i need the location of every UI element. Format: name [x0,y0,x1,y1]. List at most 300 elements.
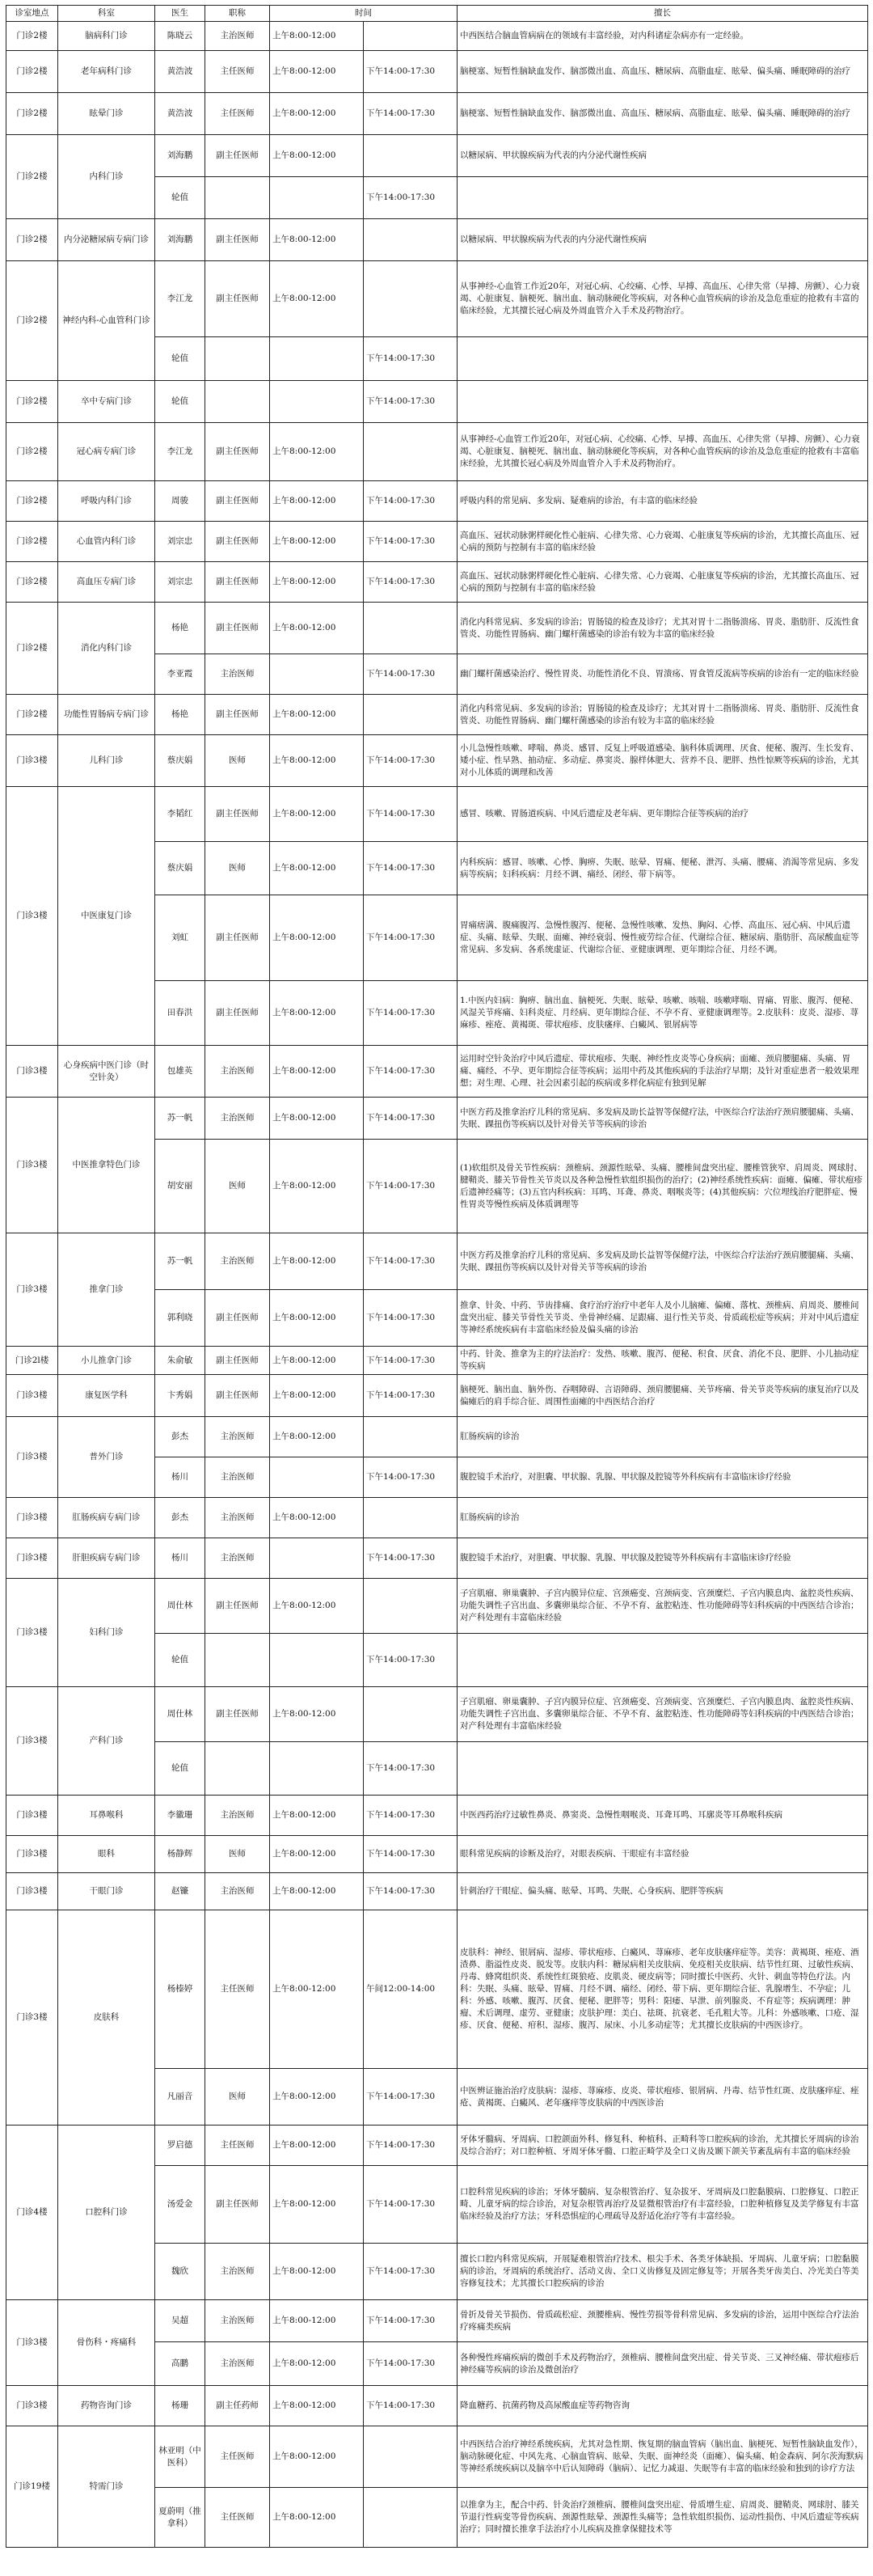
doctor-name: 杨静辉 [155,1836,205,1873]
doctor-name: 夏蔚明（推拿科） [155,2488,205,2548]
doctor-name: 杨川 [155,1538,205,1579]
doctor-title: 副主任医师 [205,787,270,842]
specialty-text: 中西医结合脑血管病病在的领域有丰富经验，对内科诸症杂病亦有一定经验。 [458,22,868,51]
specialty-text: 眼科常见疾病的诊断及治疗，对眼表疾病、干眼症有丰富经验 [458,1836,868,1873]
doctor-title: 医师 [205,1836,270,1873]
table-row [6,1687,868,1742]
doctor-name: 李韬红 [155,787,205,842]
afternoon-hours: 下午14:00-17:30 [364,481,458,522]
clinic-location: 门诊3楼 [6,2386,58,2426]
table-row [6,1098,868,1140]
doctor-title: 副主任医师 [205,481,270,522]
morning-hours: 上午8:00-12:00 [270,481,364,522]
morning-hours: 上午8:00-12:00 [270,787,364,842]
department-name: 呼吸内科门诊 [58,481,155,522]
doctor-name: 李亚霞 [155,654,205,695]
specialty-text: 1.中医内妇病：胸痹、脑出血、脑梗死、失眠、眩晕、咳嗽、咳喘、咳嗽哮喘、胃痛、胃胀、腹泻、便秘、风湿关节疼痛、妇科炎症、月经病、更年期综合征、不孕不育、亚健康调理等。2.皮肤科：皮炎、湿疹、荨麻疹、痤疮、黄褐斑、带状疱疹、皮肤瘙痒、白癜风、银屑病等 [458,981,868,1046]
afternoon-hours: 下午14:00-17:30 [364,787,458,842]
department-name: 中医康复门诊 [58,787,155,1046]
afternoon-hours: 下午14:00-17:30 [364,1836,458,1873]
afternoon-hours [364,1687,458,1742]
doctor-title [205,1742,270,1796]
afternoon-hours [364,1498,458,1538]
doctor-title: 主治医师 [205,2244,270,2300]
clinic-location: 门诊3楼 [6,1873,58,1910]
afternoon-hours: 下午14:00-17:30 [364,381,458,423]
table-row [6,219,868,261]
afternoon-hours: 午间12:00-14:00 [364,1910,458,2069]
clinic-location: 门诊2楼 [6,695,58,735]
afternoon-hours: 下午14:00-17:30 [364,981,458,1046]
afternoon-hours: 下午14:00-17:30 [364,842,458,895]
clinic-location: 门诊3楼 [6,1046,58,1098]
clinic-location: 门诊3楼 [6,787,58,1046]
doctor-title: 主治医师 [205,1796,270,1836]
table-row [6,2426,868,2488]
doctor-name: 吴超 [155,2300,205,2342]
doctor-title: 副主任医师 [205,423,270,481]
doctor-title: 副主任医师 [205,1290,270,1347]
specialty-text: 脑梗塞、短暂性脑缺血发作、脑部微出血、高血压、糖尿病、高脂血症、眩晕、偏头痛、睡眠障碍的治疗 [458,93,868,135]
doctor-title: 主治医师 [205,1098,270,1140]
specialty-text: 降血糖药、抗菌药物及高尿酸血症等药物咨询 [458,2386,868,2426]
clinic-location: 门诊3楼 [6,1687,58,1796]
afternoon-hours: 下午14:00-17:30 [364,1233,458,1290]
afternoon-hours: 下午14:00-17:30 [364,1098,458,1140]
morning-hours: 上午8:00-12:00 [270,2166,364,2244]
morning-hours: 上午8:00-12:00 [270,2342,364,2386]
specialty-text: 以推拿为主，配合中药、针灸治疗颈椎病、腰椎间盘突出症、骨质增生症、肩周炎、腱鞘炎、网球肘、膝关节退行性病变等骨伤疾病、颈源性眩晕、颈源性头痛等；急性软组织损伤、运动性损伤、中风后遗症等疾病治疗；同时擅长推拿手法治疗小儿疾病及推拿保健技术等 [458,2488,868,2548]
clinic-location: 门诊3楼 [6,1836,58,1873]
afternoon-hours [364,423,458,481]
doctor-name: 轮值 [155,337,205,381]
department-name: 消化内科门诊 [58,603,155,695]
doctor-title [205,337,270,381]
doctor-title: 副主任医师 [205,1687,270,1742]
morning-hours [270,1457,364,1498]
doctor-title: 医师 [205,842,270,895]
morning-hours: 上午8:00-12:00 [270,1290,364,1347]
morning-hours: 上午8:00-12:00 [270,1375,364,1417]
clinic-location: 门诊2楼 [6,135,58,219]
morning-hours: 上午8:00-12:00 [270,93,364,135]
doctor-name: 蔡庆娟 [155,842,205,895]
department-name: 口腔科门诊 [58,2126,155,2300]
afternoon-hours [364,2488,458,2548]
morning-hours: 上午8:00-12:00 [270,2386,364,2426]
afternoon-hours [364,695,458,735]
morning-hours: 上午8:00-12:00 [270,1347,364,1375]
clinic-schedule-table [6,5,868,2548]
doctor-title: 主治医师 [205,1233,270,1290]
morning-hours: 上午8:00-12:00 [270,695,364,735]
doctor-name: 杨艳 [155,603,205,654]
clinic-location: 门诊3楼 [6,1098,58,1233]
morning-hours: 上午8:00-12:00 [270,261,364,337]
specialty-text: 皮肤科：神经、银屑病、湿疹、带状疱疹、白癜风、荨麻疹、老年皮肤瘙痒症等。美容：黄褐斑、痤疮、酒渣鼻、脂溢性皮炎、脱发等。皮肤内科：糖尿病相关皮肤病、免疫相关皮肤病、结节性红斑、过敏性疾病、丹毒、蜂窝组织炎、系统性红斑狼疮、皮肌炎、硬皮病等；同时擅长中医药、火针、刺血等特色疗法。内科：失眠、头痛、眩晕、胃痛、月经不调、痛经、闭经、带下病、更年期综合征、乳腺增生、不孕症；儿科：外感、咳嗽、腹泻、厌食、便秘、肥胖等；男科：阳痿、早泄、前列腺炎、不育症等；疾病调理：肿瘤、术后调理、虚劳、亚健康；皮肤护理：美白、祛斑、抗衰老、毛孔粗大等。儿科：外感咳嗽、口疮、湿疹、厌食、便秘、疳积、湿疹、腹泻、尿床、小儿多动症等；尤其擅长皮肤病的中西医诊疗。 [458,1910,868,2069]
morning-hours: 上午8:00-12:00 [270,522,364,562]
doctor-title: 主任医师 [205,51,270,93]
table-row [6,481,868,522]
afternoon-hours: 下午14:00-17:30 [364,2069,458,2126]
doctor-title: 医师 [205,735,270,787]
doctor-name: 李江龙 [155,423,205,481]
afternoon-hours: 下午14:00-17:30 [364,177,458,219]
morning-hours: 上午8:00-12:00 [270,895,364,981]
doctor-name: 郭利晓 [155,1290,205,1347]
specialty-text: 运用时空针灸治疗中风后遗症、带状疱疹、失眠、神经性皮炎等心身疾病；面瘫、颈肩腰腿痛、头痛、胃痛、痛经、不孕、更年期综合征等疾病；运用中药及其他疾病的手法治疗早期；及针对重症患者一般效果理想；对生理、心理、社会因素引起的疾病或多样化病症有独到见解 [458,1046,868,1098]
doctor-title: 副主任医师 [205,522,270,562]
specialty-text: 高血压、冠状动脉粥样硬化性心脏病、心律失常、心力衰竭、心脏康复等疾病的诊治，尤其擅长高血压、冠心病的预防与控制有丰富的临床经验 [458,562,868,603]
table-row [6,1910,868,2069]
header-department: 科室 [58,6,155,22]
doctor-title: 副主任医师 [205,1375,270,1417]
header-specialty: 擅长 [458,6,868,22]
morning-hours: 上午8:00-12:00 [270,51,364,93]
table-row [6,1046,868,1098]
specialty-text: 擅长口腔内科常见疾病，开展疑难根管治疗技术、根尖手术、各类牙体缺损、牙周病、儿童牙病；口腔黏膜病的诊治，牙周病的系统治疗、活动义齿、全口义齿修复及固定修复等；开展各类牙齿美白、冷光美白等美容修复技术；尤其擅长口腔疾病的诊治 [458,2244,868,2300]
clinic-location: 门诊3楼 [6,735,58,787]
specialty-text: 高血压、冠状动脉粥样硬化性心脏病、心律失常、心力衰竭、心脏康复等疾病的诊治，尤其擅长高血压、冠心病的预防与控制有丰富的临床经验 [458,522,868,562]
table-row [6,603,868,654]
doctor-name: 轮值 [155,1742,205,1796]
specialty-text: 子宫肌瘤、卵巢囊肿、子宫内膜异位症、宫颈癌变、宫颈病变、宫颈糜烂、子宫内膜息肉、盆腔炎性疾病、功能失调性子宫出血、多囊卵巢综合征、不孕不育、盆腔粘连、性功能障碍等妇科疾病的中西医结合诊治；对产科处理有丰富临床经验 [458,1579,868,1634]
doctor-title: 副主任医师 [205,895,270,981]
clinic-location: 门诊2楼 [6,562,58,603]
doctor-title: 医师 [205,1140,270,1233]
doctor-title: 副主任医师 [205,562,270,603]
afternoon-hours: 下午14:00-17:30 [364,51,458,93]
doctor-name: 杨川 [155,1457,205,1498]
department-name: 妇科门诊 [58,1579,155,1687]
specialty-text [458,337,868,381]
afternoon-hours: 下午14:00-17:30 [364,1742,458,1796]
table-row [6,1233,868,1290]
specialty-text: (1)软组织及骨关节性疾病：颈椎病、颈源性眩晕、头痛、腰椎间盘突出症、腰椎管狭窄、肩周炎、网球肘、腱鞘炎、膝关节骨性关节炎以及各种急慢性软组织损伤的治疗；(2)神经系统性疾病：面瘫、偏瘫、带状疱疹后遗神经痛等；(3)五官内科疾病：耳鸣、耳聋、鼻炎、咽喉炎等；(4)其他疾病：穴位埋线治疗肥胖症、慢性胃炎等慢性疾病及体质调理等 [458,1140,868,1233]
doctor-name: 魏欣 [155,2244,205,2300]
department-name: 功能性胃肠病专病门诊 [58,695,155,735]
department-name: 皮肤科 [58,1910,155,2126]
afternoon-hours [364,22,458,51]
department-name: 普外门诊 [58,1417,155,1498]
doctor-title: 副主任医师 [205,219,270,261]
doctor-name: 黄浩波 [155,51,205,93]
specialty-text: 消化内科常见病、多发病的诊治；胃肠镜的检查及诊疗；尤其对胃十二指肠溃疡、胃炎、脂肪肝、反流性食管炎、功能性胃肠病、幽门螺杆菌感染的诊治有较为丰富的临床经验 [458,603,868,654]
morning-hours: 上午8:00-12:00 [270,2126,364,2166]
morning-hours: 上午8:00-12:00 [270,1687,364,1742]
table-row [6,261,868,337]
clinic-location: 门诊2楼 [6,22,58,51]
doctor-name: 苏一帆 [155,1098,205,1140]
morning-hours: 上午8:00-12:00 [270,135,364,177]
specialty-text: 骨折及骨关节损伤、骨质疏松症、颈腰椎病、慢性劳损等骨科常见病、多发病的诊治，运用中医综合疗法治疗疼痛类疾病 [458,2300,868,2342]
specialty-text: 肛肠疾病的诊治 [458,1417,868,1457]
table-header-row [6,6,868,22]
clinic-location: 门诊19楼 [6,2426,58,2548]
doctor-name: 周骏 [155,481,205,522]
clinic-location: 门诊3楼 [6,1796,58,1836]
morning-hours [270,177,364,219]
table-row [6,381,868,423]
morning-hours: 上午8:00-12:00 [270,2300,364,2342]
afternoon-hours: 下午14:00-17:30 [364,1140,458,1233]
doctor-title: 副主任医师 [205,603,270,654]
morning-hours: 上午8:00-12:00 [270,1498,364,1538]
doctor-title: 主治医师 [205,1498,270,1538]
clinic-location: 门诊2楼 [6,261,58,381]
department-name: 康复医学科 [58,1375,155,1417]
department-name: 心血管内科门诊 [58,522,155,562]
doctor-title: 主治医师 [205,1417,270,1457]
doctor-title: 主任医师 [205,2126,270,2166]
afternoon-hours [364,1417,458,1457]
specialty-text [458,177,868,219]
doctor-name: 刘宗忠 [155,522,205,562]
doctor-title: 主治医师 [205,1046,270,1098]
doctor-title: 副主任医师 [205,695,270,735]
department-name: 肝胆疾病专病门诊 [58,1538,155,1579]
doctor-title: 医师 [205,2069,270,2126]
doctor-title: 副主任医师 [205,981,270,1046]
specialty-text: 从事神经-心血管工作近20年，对冠心病、心绞痛、心悸、早搏、高血压、心律失常（早搏、房颤）、心力衰竭、心脏康复、脑梗死、脑出血、脑动脉硬化等疾病，对各种心血管疾病的诊治及急危重症的抢救有丰富的临床经验，尤其擅长冠心病及外周血管介入手术及药物治疗。 [458,261,868,337]
department-name: 小儿推拿门诊 [58,1347,155,1375]
doctor-name: 彭杰 [155,1417,205,1457]
department-name: 神经内科-心血管科门诊 [58,261,155,381]
afternoon-hours: 下午14:00-17:30 [364,2244,458,2300]
afternoon-hours [364,603,458,654]
afternoon-hours [364,135,458,177]
department-name: 干眼门诊 [58,1873,155,1910]
morning-hours: 上午8:00-12:00 [270,1098,364,1140]
morning-hours: 上午8:00-12:00 [270,1140,364,1233]
morning-hours [270,1538,364,1579]
doctor-name: 田春洪 [155,981,205,1046]
afternoon-hours: 下午14:00-17:30 [364,522,458,562]
clinic-location: 门诊2楼 [6,522,58,562]
table-row [6,2300,868,2342]
doctor-name: 刘海鹏 [155,135,205,177]
clinic-location: 门诊3楼 [6,1417,58,1498]
morning-hours: 上午8:00-12:00 [270,22,364,51]
clinic-location: 门诊2楼 [6,423,58,481]
afternoon-hours: 下午14:00-17:30 [364,2300,458,2342]
department-name: 脑病科门诊 [58,22,155,51]
morning-hours: 上午8:00-12:00 [270,735,364,787]
table-row [6,423,868,481]
table-row [6,735,868,787]
department-name: 高血压专病门诊 [58,562,155,603]
specialty-text: 中医方药及推拿治疗儿科的常见病、多发病及助长益智等保健疗法，中医综合疗法治疗颈肩腰腿痛、头痛、失眠、踝扭伤等疾病以及针对骨关节等疾病的诊治 [458,1098,868,1140]
doctor-name: 刘宗忠 [155,562,205,603]
clinic-location: 门诊3楼 [6,1538,58,1579]
clinic-location: 门诊4楼 [6,2126,58,2300]
clinic-location: 门诊2楼 [6,93,58,135]
specialty-text: 小儿急慢性咳嗽、哮喘、鼻炎、感冒、反复上呼吸道感染、脑科体质调理、厌食、便秘、腹泻、生长发育、矮小症、性早熟、抽动症、多动症、鼻窦炎、腺样体肥大、营养不良、肥胖、热性惊厥等疾病的诊治，尤其对小儿体质的调理和改善 [458,735,868,787]
afternoon-hours [364,1579,458,1634]
department-name: 冠心病专病门诊 [58,423,155,481]
doctor-name: 胡安丽 [155,1140,205,1233]
morning-hours: 上午8:00-12:00 [270,423,364,481]
doctor-name: 高鹏 [155,2342,205,2386]
department-name: 药物咨询门诊 [58,2386,155,2426]
doctor-title: 主治医师 [205,22,270,51]
afternoon-hours: 下午14:00-17:30 [364,1873,458,1910]
afternoon-hours: 下午14:00-17:30 [364,337,458,381]
specialty-text: 牙体牙髓病、牙周病、口腔颌面外科、修复科、种植科、正畸科等口腔疾病的诊治，尤其擅长牙周病的诊治及综合治疗；对口腔种植、牙周牙体牙髓、口腔正畸学及全口义齿及颞下颌关节紊乱病有丰富的临床经验 [458,2126,868,2166]
table-row [6,135,868,177]
department-name: 产科门诊 [58,1687,155,1796]
doctor-name: 周仕林 [155,1687,205,1742]
morning-hours: 上午8:00-12:00 [270,1233,364,1290]
table-row [6,787,868,842]
table-row [6,1538,868,1579]
header-location: 诊室地点 [6,6,58,22]
department-name: 中医推拿特色门诊 [58,1098,155,1233]
morning-hours: 上午8:00-12:00 [270,1910,364,2069]
morning-hours: 上午8:00-12:00 [270,1796,364,1836]
morning-hours: 上午8:00-12:00 [270,2244,364,2300]
afternoon-hours: 下午14:00-17:30 [364,735,458,787]
doctor-title [205,1634,270,1687]
table-row [6,1579,868,1634]
morning-hours: 上午8:00-12:00 [270,562,364,603]
clinic-location: 门诊2楼 [6,481,58,522]
doctor-name: 杨珊 [155,2386,205,2426]
morning-hours: 上午8:00-12:00 [270,603,364,654]
doctor-title [205,177,270,219]
table-row [6,2126,868,2166]
doctor-title: 主任医师 [205,2426,270,2488]
morning-hours [270,381,364,423]
afternoon-hours: 下午14:00-17:30 [364,562,458,603]
specialty-text: 从事神经-心血管工作近20年，对冠心病、心绞痛、心悸、早搏、高血压、心律失常（早搏、房颤）、心力衰竭、心脏康复、脑梗死、脑出血、脑动脉硬化等疾病，对各种心血管疾病的诊治及急危重症的抢救有丰富临床经验，尤其擅长冠心病及外周血管介入手术及药物治疗。 [458,423,868,481]
specialty-text: 脑梗塞、短暂性脑缺血发作、脑部微出血、高血压、糖尿病、高脂血症、眩晕、偏头痛、睡眠障碍的治疗 [458,51,868,93]
specialty-text: 以糖尿病、甲状腺疾病为代表的内分泌代谢性疾病 [458,135,868,177]
specialty-text: 中药、针灸、推拿为主的疗法治疗：发热、咳嗽、腹泻、便秘、积食、厌食、消化不良、肥胖、小儿抽动症等疾病 [458,1347,868,1375]
afternoon-hours: 下午14:00-17:30 [364,1375,458,1417]
specialty-text: 中西医结合治疗神经系统疾病，尤其对急性期、恢复期的脑血管病（脑出血、脑梗死、短暂性脑缺血发作），脑动脉硬化症、中风先兆、心脑血管病、眩晕、失眠、面神经炎（面瘫）、偏头痛、帕金森病、阿尔茨海默病等神经系统疾病以及脑卒中后认知障碍（脑病）、记忆力减退、失眠等有丰富的临床经验和独到的诊疗方法 [458,2426,868,2488]
department-name: 耳鼻喉科 [58,1796,155,1836]
department-name: 内分泌糖尿病专病门诊 [58,219,155,261]
clinic-location: 门诊2楼 [6,219,58,261]
table-row [6,93,868,135]
doctor-name: 刘虹 [155,895,205,981]
doctor-name: 杨榛婷 [155,1910,205,2069]
afternoon-hours: 下午14:00-17:30 [364,2386,458,2426]
afternoon-hours: 下午14:00-17:30 [364,1538,458,1579]
specialty-text [458,1634,868,1687]
doctor-title: 主任医师 [205,1910,270,2069]
morning-hours: 上午8:00-12:00 [270,1836,364,1873]
specialty-text: 以糖尿病、甲状腺疾病为代表的内分泌代谢性疾病 [458,219,868,261]
specialty-text: 中医方药及推拿治疗儿科的常见病、多发病及助长益智等保健疗法，中医综合疗法治疗颈肩腰腿痛、头痛、失眠、踝扭伤等疾病以及针对骨关节等疾病的诊治 [458,1233,868,1290]
doctor-name: 包雄英 [155,1046,205,1098]
header-title: 职称 [205,6,270,22]
doctor-name: 李徽珊 [155,1796,205,1836]
specialty-text: 感冒、咳嗽、胃肠道疾病、中风后遗症及老年病、更年期综合征等疾病的治疗 [458,787,868,842]
clinic-location: 门诊3楼 [6,1579,58,1687]
table-row [6,2386,868,2426]
doctor-title: 主治医师 [205,1538,270,1579]
specialty-text: 各种慢性疼痛疾病的微创手术及药物治疗，颈椎病、腰椎间盘突出症、骨关节炎、三叉神经痛、带状疱疹后神经痛等疾病的诊治及微创治疗 [458,2342,868,2386]
doctor-name: 蔡庆娟 [155,735,205,787]
doctor-title: 主治医师 [205,2300,270,2342]
morning-hours [270,654,364,695]
department-name: 特需门诊 [58,2426,155,2548]
morning-hours: 上午8:00-12:00 [270,2426,364,2488]
doctor-title: 副主任医师 [205,135,270,177]
doctor-name: 陈晓云 [155,22,205,51]
department-name: 推拿门诊 [58,1233,155,1347]
specialty-text: 胃痛痞满、腹痛腹泻、急慢性腹泻、便秘、急慢性咳嗽、发热、胸闷、心悸、高血压、冠心病、中风后遗症、头痛、眩晕、失眠、面瘫、神经衰弱、慢性疲劳综合征、代谢综合征、糖尿病、脂肪肝、高尿酸血症等常见病、多发病、各系统虚证、代谢综合征、亚健康调理、更年期综合征、月经不调。 [458,895,868,981]
doctor-title: 主治医师 [205,654,270,695]
specialty-text [458,381,868,423]
morning-hours [270,1634,364,1687]
afternoon-hours [364,219,458,261]
doctor-title: 副主任医师 [205,2166,270,2244]
table-row [6,1796,868,1836]
table-row [6,1347,868,1375]
afternoon-hours: 下午14:00-17:30 [364,654,458,695]
doctor-title: 副主任医师 [205,1347,270,1375]
morning-hours: 上午8:00-12:00 [270,219,364,261]
specialty-text: 腹腔镜手术治疗，对胆囊、甲状腺、乳腺、甲状腺及腔镜等外科疾病有丰富临床诊疗经验 [458,1457,868,1498]
doctor-title: 主治医师 [205,2342,270,2386]
afternoon-hours: 下午14:00-17:30 [364,1634,458,1687]
doctor-title: 主治医师 [205,1873,270,1910]
specialty-text: 中医西药治疗过敏性鼻炎、鼻窦炎、急慢性咽喉炎、耳聋耳鸣、耳廓炎等耳鼻喉科疾病 [458,1796,868,1836]
morning-hours: 上午8:00-12:00 [270,2488,364,2548]
doctor-name: 苏一帆 [155,1233,205,1290]
afternoon-hours [364,261,458,337]
doctor-name: 卞秀娟 [155,1375,205,1417]
clinic-location: 门诊3楼 [6,1233,58,1347]
afternoon-hours: 下午14:00-17:30 [364,1046,458,1098]
afternoon-hours: 下午14:00-17:30 [364,93,458,135]
department-name: 内科门诊 [58,135,155,219]
morning-hours: 上午8:00-12:00 [270,2069,364,2126]
specialty-text: 内科疾病：感冒、咳嗽、心悸、胸痹、失眠、眩晕、胃痛、便秘、泄泻、头痛、腰痛、消渴等常见病、多发病等疾病；妇科疾病：月经不调、痛经、闭经、带下病等。 [458,842,868,895]
doctor-name: 赵镰 [155,1873,205,1910]
table-row [6,1873,868,1910]
schedule-body [6,22,868,2548]
morning-hours: 上午8:00-12:00 [270,842,364,895]
clinic-location: 门诊3楼 [6,1910,58,2126]
doctor-title: 副主任药师 [205,2386,270,2426]
department-name: 骨伤科・疼痛科 [58,2300,155,2386]
table-row [6,1498,868,1538]
doctor-title: 主任医师 [205,93,270,135]
specialty-text: 中医辨证施治治疗皮肤病：湿疹、荨麻疹、皮炎、带状疱疹、银屑病、丹毒、结节性红斑、皮肤瘙痒症、痤疮、黄褐斑、白癜风、老年瘙痒等皮肤病的中西医诊治 [458,2069,868,2126]
doctor-name: 轮值 [155,177,205,219]
specialty-text: 肛肠疾病的诊治 [458,1498,868,1538]
doctor-name: 彭杰 [155,1498,205,1538]
afternoon-hours: 下午14:00-17:30 [364,2166,458,2244]
doctor-name: 林亚明（中医科） [155,2426,205,2488]
morning-hours: 上午8:00-12:00 [270,1579,364,1634]
department-name: 老年病科门诊 [58,51,155,93]
specialty-text: 口腔科常见疾病的诊治；牙体牙髓病、复杂根管治疗、复杂拔牙、牙周病及口腔黏膜病、口腔修复、口腔正畸、儿童牙病的综合诊治，对复杂根管再治疗及显微根管治疗有丰富经验，口腔种植修复及美学修复有丰富临床经验及治疗方法；牙科恐惧症的心理疏导及舒适化治疗等有丰富经验。 [458,2166,868,2244]
table-row [6,51,868,93]
clinic-location: 门诊2楼 [6,51,58,93]
table-row [6,22,868,51]
table-row [6,522,868,562]
afternoon-hours: 下午14:00-17:30 [364,1796,458,1836]
specialty-text: 针刺治疗干眼症、偏头痛、眩晕、耳鸣、失眠、心身疾病、肥胖等疾病 [458,1873,868,1910]
table-row [6,1417,868,1457]
table-row [6,1836,868,1873]
department-name: 儿科门诊 [58,735,155,787]
